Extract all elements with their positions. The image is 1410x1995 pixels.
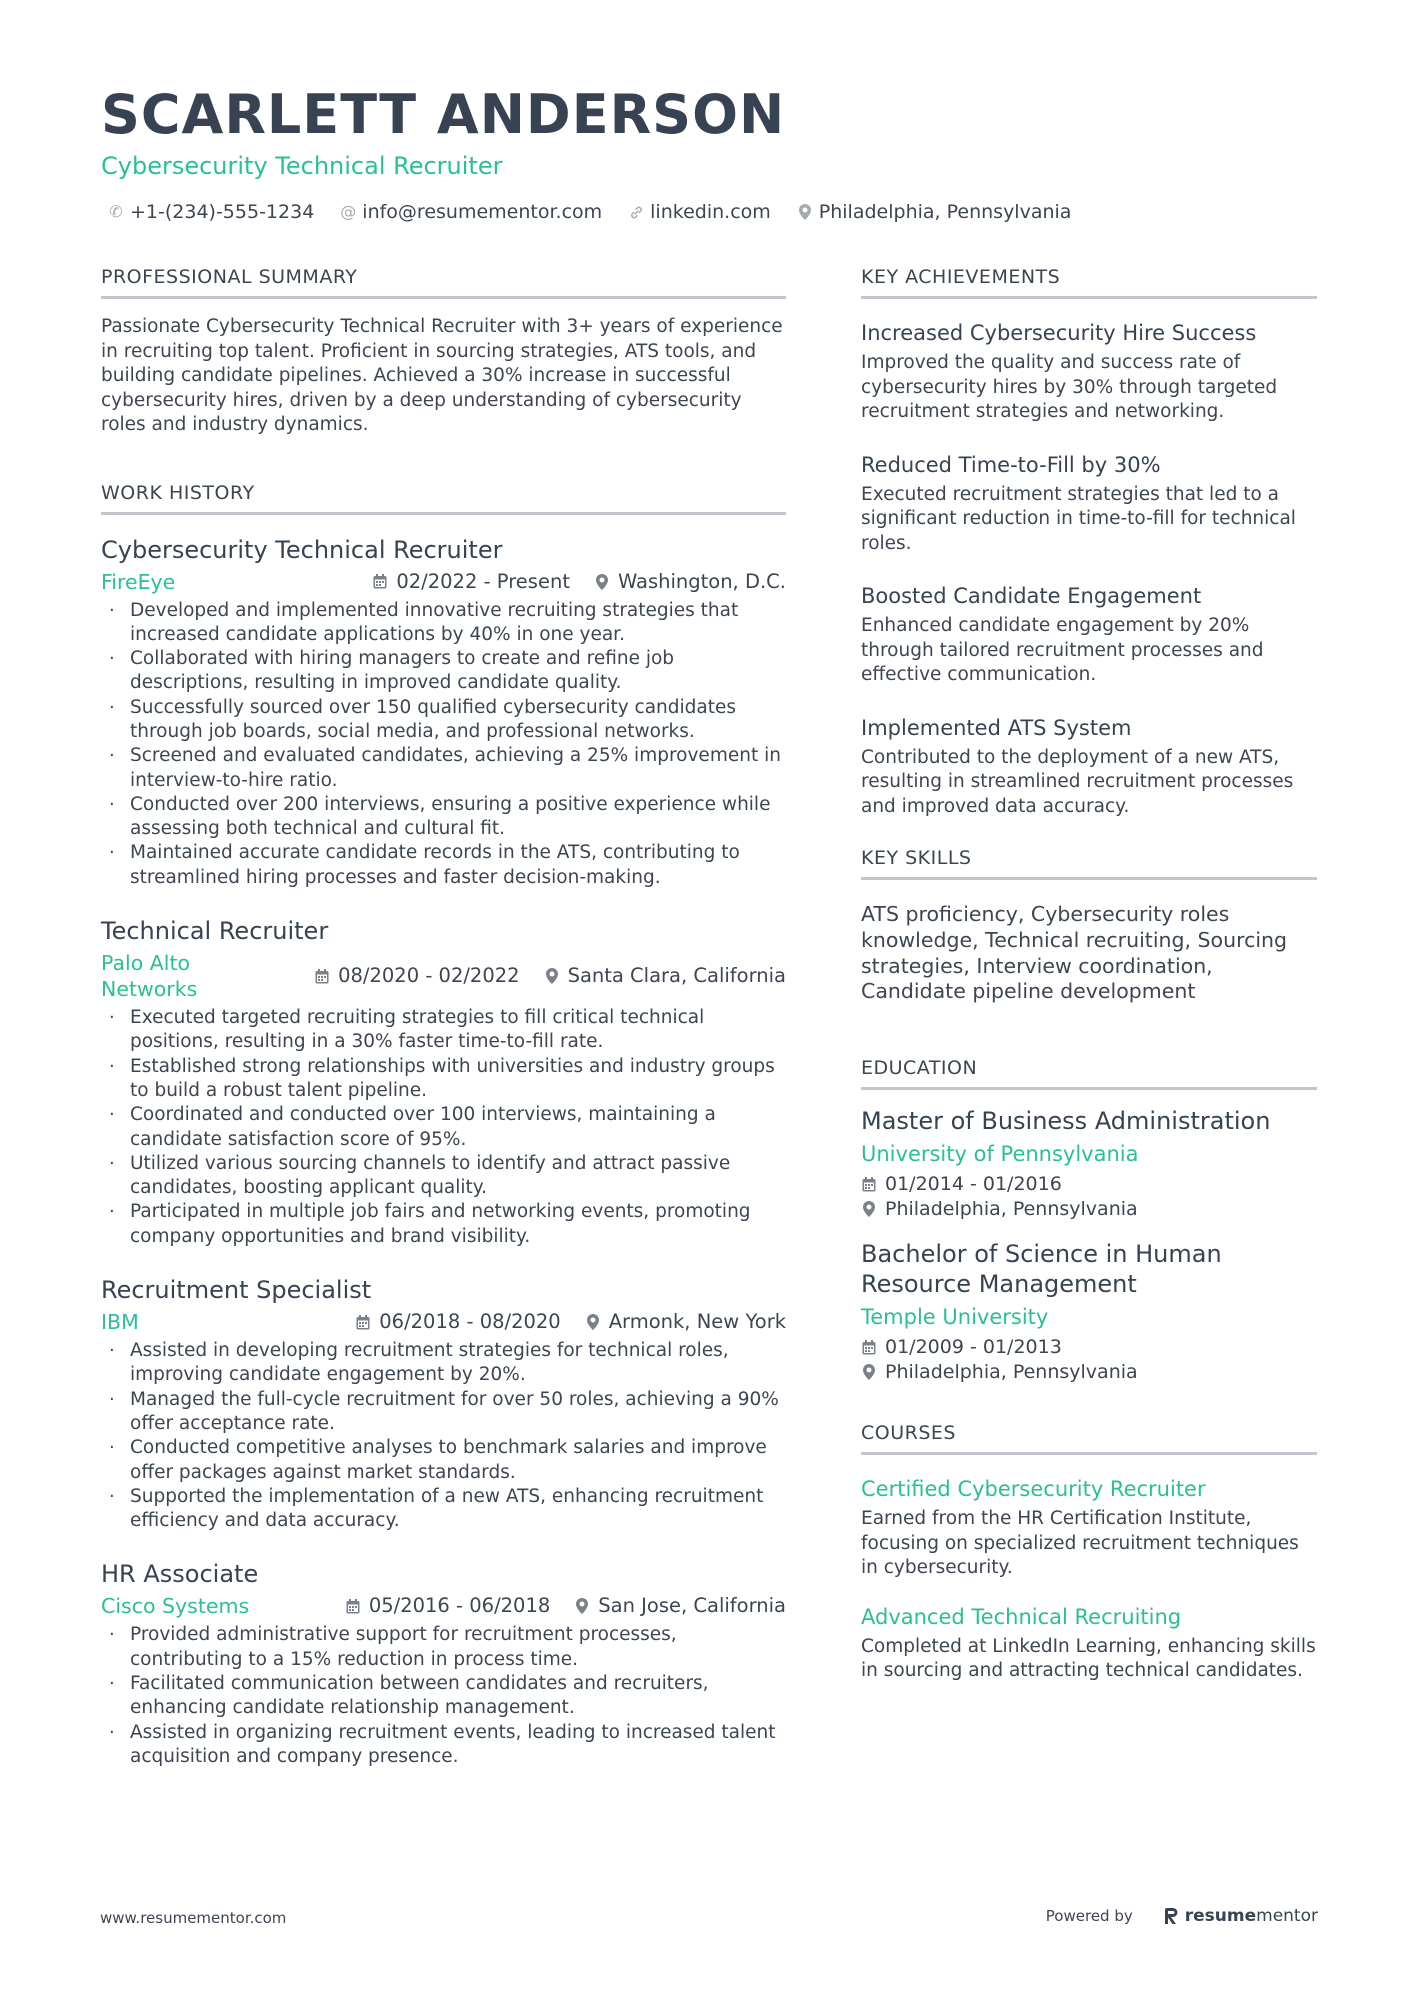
job-location <box>585 1309 786 1335</box>
course-text: Earned from the HR Certification Institute, focusing on specialized recruitment techniques in cybersecurity. <box>861 1508 1299 1579</box>
job-location <box>544 963 786 989</box>
job-bullet: · Maintained accurate candidate records in the ATS, contributing to streamlined hiring processes and faster decision-making. <box>101 841 786 890</box>
job-bullet: · Facilitated communication between candidates and recruiters, enhancing candidate relationship management. <box>101 1672 786 1721</box>
contact-linkedin[interactable] <box>628 199 771 225</box>
job-company: FireEye <box>101 569 176 594</box>
job-company: IBM <box>101 1310 139 1335</box>
job-dates-text: 06/2018 - 08/2020 <box>379 1310 561 1334</box>
achievement-title: Increased Cybersecurity Hire Success <box>861 321 1257 345</box>
achievement-item <box>861 582 1317 688</box>
course-title: Advanced Technical Recruiting <box>861 1604 1182 1629</box>
job-location-text: Washington, D.C. <box>617 569 786 593</box>
education-dates <box>861 1172 1317 1197</box>
job-dates <box>372 569 570 595</box>
education-dates <box>861 1335 1317 1360</box>
contact-phone <box>108 199 314 225</box>
course-item <box>861 1475 1317 1581</box>
brand-logo[interactable] <box>1165 1904 1318 1928</box>
job-bullet: · Screened and evaluated candidates, achieving a 25% improvement in interview-to-hire ratio. <box>101 744 786 793</box>
phone-icon: ✆ <box>109 202 123 221</box>
achievement-text: Enhanced candidate engagement by 20% through tailored recruitment processes and effective communication. <box>861 615 1264 685</box>
right-column <box>861 264 1317 1706</box>
summary-text: Passionate Cybersecurity Technical Recruiter with 3+ years of experience in recruiting top talent. Proficient in sourcing strategies, ATS tools, and building candidate pipelines. Achieved a 30% increase in successful cybersecurity hires, driven by a deep understanding of cybersecurity roles and industry dynamics. <box>101 316 783 435</box>
achievement-text: Executed recruitment strategies that led to a significant reduction in time-to-fill for technical roles. <box>861 483 1296 554</box>
section-title-achievements: KEY ACHIEVEMENTS <box>861 264 1317 299</box>
achievement-item <box>861 714 1317 820</box>
courses-list <box>861 1475 1317 1684</box>
summary-section <box>101 264 786 438</box>
section-title-courses: COURSES <box>861 1420 1317 1455</box>
job-dates-text: 08/2020 - 02/2022 <box>338 964 520 988</box>
education-list <box>861 1106 1317 1384</box>
achievement-text: Contributed to the deployment of a new ATS, resulting in streamlined recruitment processes and improved data accuracy. <box>861 746 1294 817</box>
contact-email-text[interactable]: info@resumementor.com <box>362 201 603 223</box>
education-location <box>861 1360 1317 1385</box>
job-dates <box>355 1309 560 1335</box>
job-bullets <box>101 1006 786 1249</box>
job-bullet: · Coordinated and conducted over 100 interviews, maintaining a candidate satisfaction score of 95%. <box>101 1103 786 1152</box>
powered-by-label: Powered by <box>1045 1907 1133 1925</box>
brand-light: mentor <box>1256 1906 1318 1926</box>
education-location <box>861 1197 1317 1222</box>
job-bullets <box>101 599 786 891</box>
achievement-item <box>861 451 1317 557</box>
section-title-summary: PROFESSIONAL SUMMARY <box>101 264 786 299</box>
job-meta-right <box>290 963 786 989</box>
calendar-icon <box>861 1177 877 1192</box>
location-pin-icon <box>861 1364 877 1380</box>
course-item <box>861 1603 1317 1684</box>
job-bullet: · Conducted over 200 interviews, ensuring a positive experience while assessing both technical and cultural fit. <box>101 793 786 842</box>
candidate-name: SCARLETT ANDERSON <box>101 83 786 146</box>
job-meta-right <box>331 1309 786 1335</box>
job-bullet: · Established strong relationships with universities and industry groups to build a robust talent pipeline. <box>101 1055 786 1104</box>
job-bullets <box>101 1339 786 1533</box>
job-meta <box>101 1593 786 1619</box>
job-meta <box>101 569 786 595</box>
job-bullet: · Utilized various sourcing channels to identify and attract passive candidates, boosting applicant quality. <box>101 1152 786 1201</box>
calendar-icon <box>355 1315 371 1330</box>
job-bullet: · Assisted in organizing recruitment events, leading to increased talent acquisition and company presence. <box>101 1721 786 1770</box>
course-text: Completed at LinkedIn Learning, enhancing skills in sourcing and attracting technical candidates. <box>861 1635 1316 1682</box>
skills-section <box>861 845 1317 1005</box>
job-entry <box>101 916 786 1249</box>
achievement-title: Reduced Time-to-Fill by 30% <box>861 452 1161 477</box>
job-company: Palo Alto Networks <box>101 951 198 1002</box>
job-location-text: Armonk, New York <box>608 1310 786 1334</box>
education-school: University of Pennsylvania <box>861 1142 1139 1167</box>
job-entry <box>101 535 786 891</box>
education-dates-text: 01/2009 - 01/2013 <box>885 1336 1062 1359</box>
job-title: Technical Recruiter <box>101 917 329 946</box>
calendar-icon <box>372 574 388 589</box>
link-icon <box>628 205 644 220</box>
education-item <box>861 1239 1317 1384</box>
calendar-icon <box>345 1599 361 1614</box>
location-pin-icon <box>585 1314 601 1330</box>
job-entry <box>101 1275 786 1533</box>
education-school: Temple University <box>861 1305 1049 1330</box>
at-icon: @ <box>340 202 357 221</box>
job-company: Cisco Systems <box>101 1594 250 1619</box>
job-entry <box>101 1559 786 1769</box>
job-dates-text: 02/2022 - Present <box>396 569 570 593</box>
job-meta <box>101 950 786 1002</box>
contact-linkedin-text[interactable]: linkedin.com <box>650 201 771 223</box>
job-bullet: · Successfully sourced over 150 qualified cybersecurity candidates through job boards, social media, and professional networks. <box>101 696 786 745</box>
location-pin-icon <box>861 1201 877 1217</box>
candidate-title: Cybersecurity Technical Recruiter <box>101 152 503 180</box>
job-bullet: · Conducted competitive analyses to benchmark salaries and improve offer packages against market standards. <box>101 1436 786 1485</box>
achievement-title: Implemented ATS System <box>861 715 1132 740</box>
contact-phone-text: +1-(234)-555-1234 <box>130 201 315 223</box>
job-dates <box>345 1593 550 1619</box>
location-pin-icon <box>594 574 610 590</box>
job-bullets <box>101 1623 786 1769</box>
education-item <box>861 1106 1317 1221</box>
education-location-text: Philadelphia, Pennsylvania <box>885 1360 1138 1383</box>
calendar-icon <box>861 1340 877 1355</box>
job-location-text: San Jose, California <box>598 1594 786 1618</box>
job-bullet: · Developed and implemented innovative recruiting strategies that increased candidate applications by 40% in one year. <box>101 599 786 648</box>
achievement-text: Improved the quality and success rate of cybersecurity hires by 30% through targeted recruitment strategies and networking. <box>861 352 1278 422</box>
job-title: Cybersecurity Technical Recruiter <box>101 535 503 564</box>
left-column <box>101 264 786 1795</box>
education-location-text: Philadelphia, Pennsylvania <box>885 1197 1138 1220</box>
courses-section <box>861 1420 1317 1684</box>
section-title-education: EDUCATION <box>861 1055 1317 1090</box>
job-location-text: Santa Clara, California <box>567 964 786 988</box>
work-section <box>101 480 786 1770</box>
jobs-list <box>101 535 786 1770</box>
education-section <box>861 1055 1317 1384</box>
section-title-skills: KEY SKILLS <box>861 845 1317 880</box>
brand-bold: resume <box>1184 1906 1257 1926</box>
job-title: HR Associate <box>101 1560 259 1589</box>
section-title-work: WORK HISTORY <box>101 480 786 515</box>
job-bullet: · Collaborated with hiring managers to create and refine job descriptions, resulting in improved candidate quality. <box>101 647 786 696</box>
education-degree: Master of Business Administration <box>861 1107 1271 1136</box>
job-title: Recruitment Specialist <box>101 1276 372 1305</box>
achievements-list <box>861 319 1317 819</box>
resumementor-logo-icon <box>1165 1906 1179 1926</box>
job-meta-right <box>321 1593 786 1619</box>
achievement-title: Boosted Candidate Engagement <box>861 584 1202 608</box>
achievement-item <box>861 319 1317 425</box>
job-location <box>594 569 786 595</box>
job-bullet: · Managed the full-cycle recruitment for over 50 roles, achieving a 90% offer acceptance rate. <box>101 1388 786 1437</box>
footer-website[interactable]: www.resumementor.com <box>100 1909 287 1927</box>
footer-powered <box>1046 1904 1318 1928</box>
education-degree: Bachelor of Science in Human Resource Management <box>861 1240 1222 1299</box>
job-dates-text: 05/2016 - 06/2018 <box>368 1594 551 1618</box>
contact-bar <box>108 199 1097 225</box>
job-location <box>574 1593 786 1619</box>
job-meta <box>101 1309 786 1335</box>
contact-location-text: Philadelphia, Pennsylvania <box>818 201 1072 223</box>
location-pin-icon <box>544 968 560 984</box>
location-pin-icon <box>797 204 813 220</box>
job-meta-right <box>348 569 786 595</box>
course-title: Certified Cybersecurity Recruiter <box>861 1477 1206 1502</box>
job-bullet: · Supported the implementation of a new ATS, enhancing recruitment efficiency and data accuracy. <box>101 1485 786 1534</box>
location-pin-icon <box>574 1598 590 1614</box>
education-dates-text: 01/2014 - 01/2016 <box>885 1173 1062 1196</box>
job-dates <box>314 963 519 989</box>
contact-location <box>797 199 1072 225</box>
job-bullet: · Provided administrative support for recruitment processes, contributing to a 15% reduction in process time. <box>101 1623 786 1672</box>
achievements-section <box>861 264 1317 819</box>
contact-email[interactable] <box>340 199 602 225</box>
job-bullet: · Assisted in developing recruitment strategies for technical roles, improving candidate engagement by 20%. <box>101 1339 786 1388</box>
calendar-icon <box>314 969 330 984</box>
job-bullet: · Participated in multiple job fairs and networking events, promoting company opportunities and brand visibility. <box>101 1200 786 1249</box>
skills-text: ATS proficiency, Cybersecurity roles knowledge, Technical recruiting, Sourcing strategies, Interview coordination, Candidate pipeline development <box>861 902 1288 1004</box>
job-bullet: · Executed targeted recruiting strategies to fill critical technical positions, resulting in a 30% faster time-to-fill rate. <box>101 1006 786 1055</box>
